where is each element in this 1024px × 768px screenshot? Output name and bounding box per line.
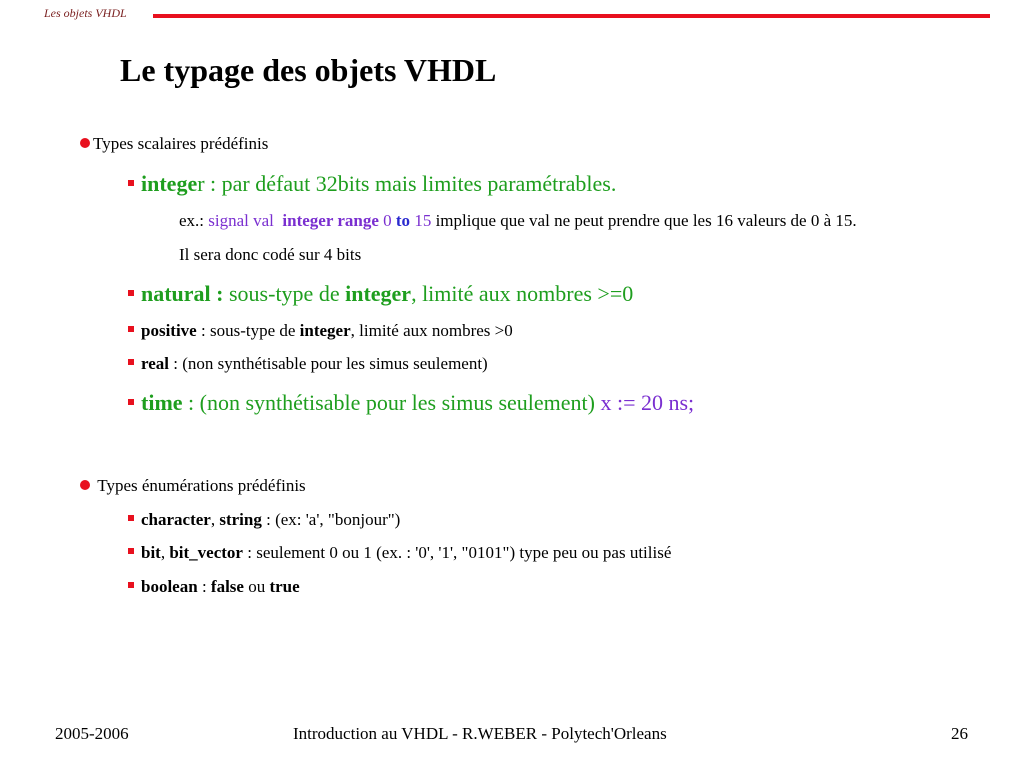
time-keyword: time [141, 390, 183, 415]
header-label: Les objets VHDL [44, 6, 127, 20]
character-sep: , [210, 510, 220, 529]
square-bullet-icon [128, 180, 134, 186]
coded-note: Il sera donc codé sur 4 bits [179, 245, 362, 264]
integer-keyword: intege [141, 171, 198, 196]
real-keyword: real [141, 354, 170, 373]
positive-desc-a: : sous-type de [196, 321, 300, 340]
example-fifteen: 15 [414, 211, 432, 230]
item-bit [128, 543, 671, 563]
bit-keyword: bit [141, 543, 161, 562]
item-integer [128, 171, 616, 197]
positive-desc-b: , limité aux nombres >0 [350, 321, 513, 340]
boolean-sep: : [197, 577, 211, 596]
square-bullet-icon [128, 326, 134, 332]
true-keyword: true [269, 577, 300, 596]
square-bullet-icon [128, 359, 134, 365]
item-boolean [128, 577, 300, 597]
bullet-scalar-types [80, 134, 268, 154]
slide-title: Le typage des objets VHDL [120, 52, 497, 88]
natural-keyword: natural : [141, 281, 224, 306]
character-keyword: character [141, 510, 211, 529]
item-time [128, 390, 694, 416]
positive-keyword: positive [141, 321, 197, 340]
time-desc: : (non synthétisable pour les simus seulement) [182, 390, 595, 415]
natural-integer: integer [345, 281, 412, 306]
footer-page-number: 26 [951, 724, 968, 743]
footer-course: Introduction au VHDL - R.WEBER - Polytech'Orleans [293, 724, 667, 743]
false-keyword: false [210, 577, 244, 596]
string-keyword: string [219, 510, 262, 529]
enum-heading: Types énumérations prédéfinis [97, 476, 306, 495]
scalar-heading: Types scalaires prédéfinis [93, 134, 269, 153]
integer-period: . [610, 171, 617, 196]
item-real [128, 354, 488, 374]
round-bullet-icon [80, 480, 90, 490]
boolean-or: ou [243, 577, 270, 596]
bit-vector-keyword: bit_vector [169, 543, 243, 562]
bullet-enum-types [80, 476, 306, 496]
square-bullet-icon [128, 582, 134, 588]
item-positive [128, 321, 513, 341]
square-bullet-icon [128, 548, 134, 554]
boolean-keyword: boolean [141, 577, 198, 596]
integer-example [179, 211, 857, 231]
example-rest: implique que val ne peut prendre que les 16 valeurs de 0 à 15. [431, 211, 857, 230]
bit-sep: , [160, 543, 170, 562]
example-integer-range: integer range [282, 211, 379, 230]
header-rule [153, 14, 990, 18]
natural-desc-b: , limité aux nombres >=0 [411, 281, 634, 306]
round-bullet-icon [80, 138, 90, 148]
item-natural [128, 281, 633, 307]
square-bullet-icon [128, 399, 134, 405]
square-bullet-icon [128, 290, 134, 296]
example-to: to [395, 211, 411, 230]
square-bullet-icon [128, 515, 134, 521]
footer-year: 2005-2006 [55, 724, 129, 743]
bit-desc: : seulement 0 ou 1 (ex. : '0', '1', "0101") type peu ou pas utilisé [242, 543, 672, 562]
positive-integer: integer [299, 321, 351, 340]
item-character [128, 510, 400, 530]
real-desc: : (non synthétisable pour les simus seulement) [169, 354, 488, 373]
time-example: x := 20 ns; [594, 390, 695, 415]
example-zero: 0 [383, 211, 392, 230]
character-desc: : (ex: 'a', "bonjour") [261, 510, 401, 529]
integer-desc: : par défaut 32bits mais limites paramétrables [204, 171, 611, 196]
natural-desc-a: sous-type de [223, 281, 346, 306]
integer-keyword-tail: r [197, 171, 205, 196]
example-prefix: ex.: [179, 211, 209, 230]
example-signal: signal val [208, 211, 274, 230]
